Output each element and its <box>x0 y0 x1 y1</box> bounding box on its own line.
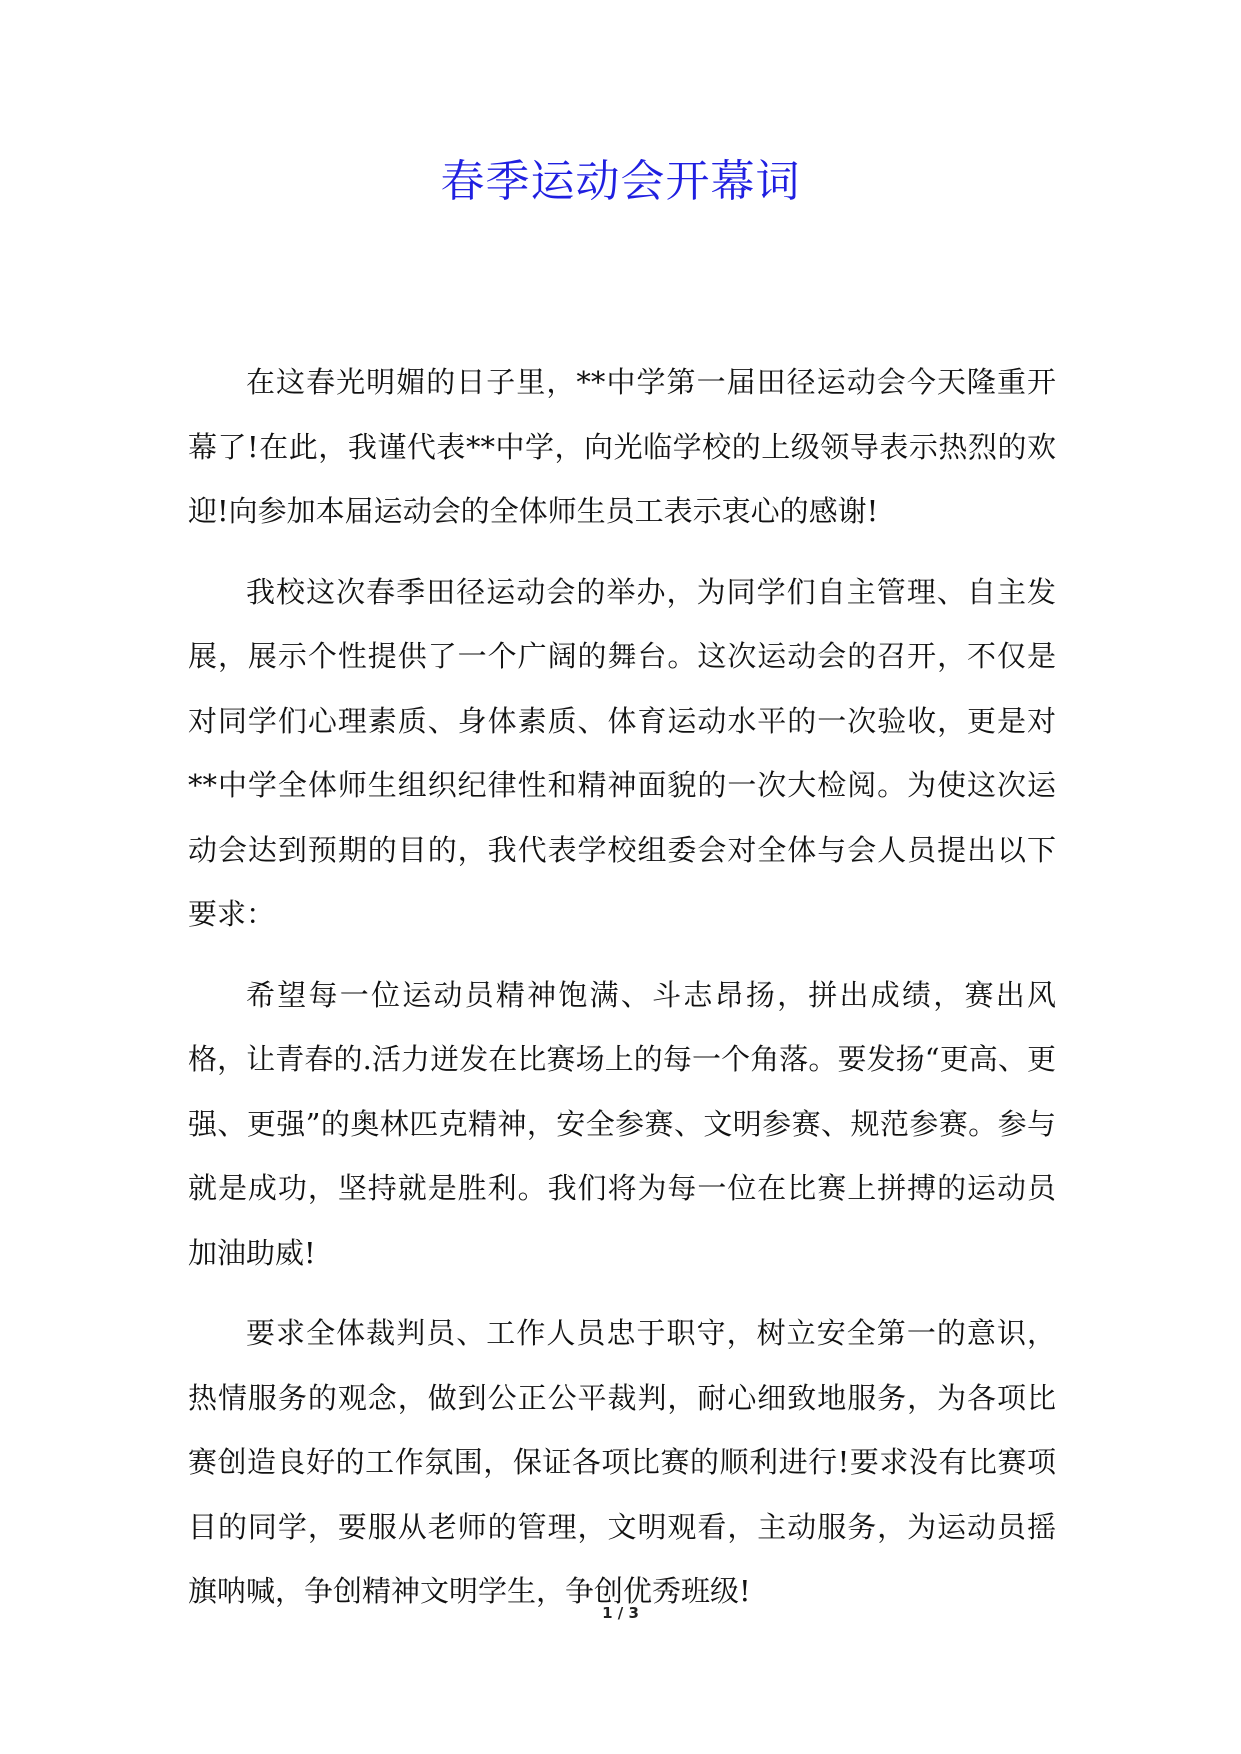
paragraph-athletes: 希望每一位运动员精神饱满、斗志昂扬，拼出成绩，赛出风格，让青春的.活力迸发在比赛场上的每一个角落。要发扬“更高、更强、更强”的奥林匹克精神，安全参赛、文明参赛、规范参赛。参与就是成功，坚持就是胜利。我们将为每一位在比赛上拼搏的运动员加油助威! <box>188 977 1056 1270</box>
paragraph-purpose: 我校这次春季田径运动会的举办，为同学们自主管理、自主发展，展示个性提供了一个广阔的舞台。这次运动会的召开，不仅是对同学们心理素质、身体素质、体育运动水平的一次验收，更是对**中学全体师生组织纪律性和精神面貌的一次大检阅。为使这次运动会达到预期的目的，我代表学校组委会对全体与会人员提出以下要求： <box>188 574 1056 931</box>
page-number: 1 / 3 <box>602 1604 639 1622</box>
document-title: 春季运动会开幕词 <box>440 156 801 207</box>
paragraph-opening: 在这春光明媚的日子里，**中学第一届田径运动会今天隆重开幕了!在此，我谨代表**中学，向光临学校的上级领导表示热烈的欢迎!向参加本届运动会的全体师生员工表示衷心的感谢! <box>188 365 1056 528</box>
paragraph-referees: 要求全体裁判员、工作人员忠于职守，树立安全第一的意识，热情服务的观念，做到公正公平裁判，耐心细致地服务，为各项比赛创造良好的工作氛围，保证各项比赛的顺利进行!要求没有比赛项目的同学，要服从老师的管理，文明观看，主动服务，为运动员摇旗呐喊，争创精神文明学生，争创优秀班级! <box>188 1316 1056 1608</box>
document-body <box>188 350 1056 1640</box>
